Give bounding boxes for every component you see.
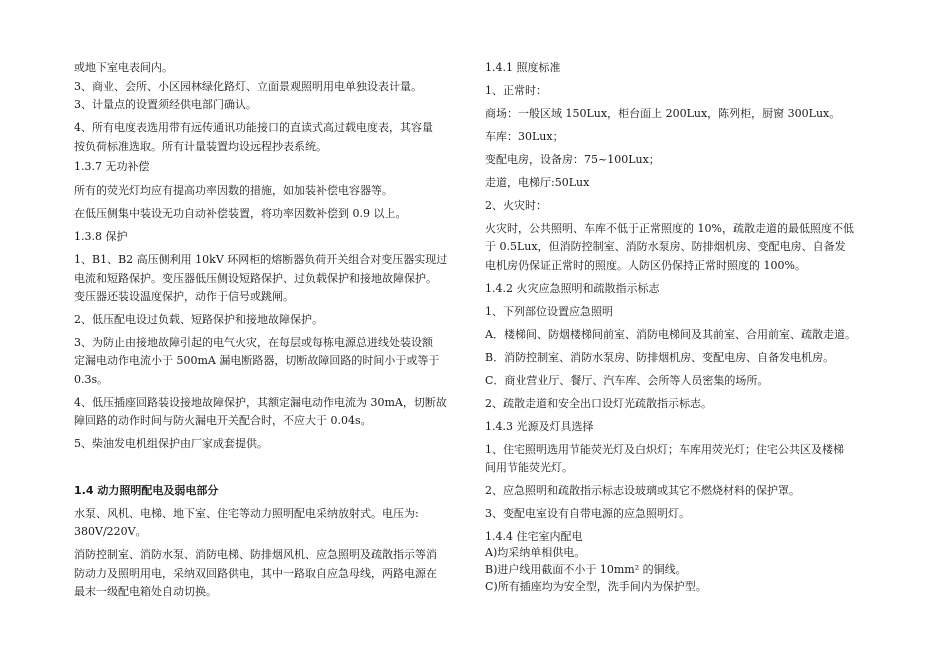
text-line: 变压器还装设温度保护，动作于信号或跳闸。 [74,290,294,303]
text-line: 间用节能荧光灯。 [485,461,573,474]
text-line: 定漏电动作电流小于 500mA 漏电断路器，切断故障回路的时间小于或等于 [74,354,440,367]
text-line: 3、变配电室设有自带电源的应急照明灯。 [485,507,690,520]
text-line: 所有的荧光灯均应有提高功率因数的措施，如加装补偿电容器等。 [74,184,393,197]
text-line: 商场：一般区域 150Lux，柜台面上 200Lux，陈列柜，厨窗 300Lux。 [485,107,841,120]
text-line: C)所有插座均为安全型，洗手间内为保护型。 [485,580,707,593]
section-heading: 1.4.1 照度标准 [485,61,561,74]
section-heading: 1.4 动力照明配电及弱电部分 [74,484,219,497]
text-line: 2、应急照明和疏散指示标志设玻璃或其它不燃烧材料的保护罩。 [485,484,800,497]
text-line: 1、下列部位设置应急照明 [485,305,613,318]
text-line: B)进户线用截面不小于 10mm² 的铜线。 [485,563,687,576]
text-line: 电机房仍保证正常时的照度。人防区仍保持正常时照度的 100%。 [485,259,806,272]
text-line: 变配电房，设备房：75~100Lux； [485,153,660,166]
text-line: 1、B1、B2 高压侧利用 10kV 环网柜的熔断器负荷开关组合对变压器实现过 [74,253,448,266]
text-line: 障回路的动作时间与防火漏电开关配合时，不应大于 0.04s。 [74,414,372,427]
text-line: A)均采纳单相供电。 [485,546,586,559]
text-line: 防动力及照明用电，采纳双回路供电，其中一路取自应急母线，两路电源在 [74,567,437,580]
text-line: B．消防控制室、消防水泵房、防排烟机房、变配电房、自备发电机房。 [485,351,835,364]
text-line: 2、火灾时： [485,199,547,212]
text-line: 车库：30Lux； [485,130,564,143]
text-line: 3、商业、会所、小区园林绿化路灯、立面景观照明用电单独设表计量。 [74,80,422,93]
text-line: 或地下室电表间内。 [74,61,173,74]
text-line: 1、住宅照明选用节能荧光灯及白炽灯；车库用荧光灯；住宅公共区及楼梯 [485,443,844,456]
text-line: 3、计量点的设置须经供电部门确认。 [74,98,257,111]
text-line: 2、低压配电设过负载、短路保护和接地故障保护。 [74,313,323,326]
text-line: 最末一级配电箱处自动切换。 [74,585,217,598]
section-heading: 1.4.4 住宅室内配电 [485,530,583,543]
text-line: C．商业营业厅、餐厅、汽车库、会所等人员密集的场所。 [485,374,769,387]
section-heading: 1.4.3 光源及灯具选择 [485,420,594,433]
text-line: 按负荷标准选取。所有计量装置均设远程抄表系统。 [74,140,327,153]
text-line: 走道，电梯厅:50Lux [485,176,590,189]
text-line: 1、正常时： [485,84,547,97]
text-line: 火灾时，公共照明、车库不低于正常照度的 10%，疏散走道的最低照度不低 [485,222,854,235]
text-line: 电流和短路保护。变压器低压侧设短路保护、过负载保护和接地故障保护。 [74,272,437,285]
text-line: 水泵、风机、电梯、地下室、住宅等动力照明配电采纳放射式。电压为: [74,507,419,520]
text-line: 3、为防止由接地故障引起的电气火灾，在每层或每栋电源总进线处装设额 [74,336,433,349]
text-line: 380V/220V。 [74,525,147,538]
text-line: 于 0.5Lux，但消防控制室、消防水泵房、防排烟机房、变配电房、自备发 [485,240,846,253]
section-heading: 1.3.7 无功补偿 [74,160,150,173]
section-heading: 1.3.8 保护 [74,230,128,243]
text-line: 消防控制室、消防水泵、消防电梯、防排烟风机、应急照明及疏散指示等消 [74,548,437,561]
section-heading: 1.4.2 火灾应急照明和疏散指示标志 [485,282,660,295]
text-line: 5、柴油发电机组保护由厂家成套提供。 [74,437,268,450]
text-line: 0.3s。 [74,373,109,386]
text-line: A．楼梯间、防烟楼梯间前室、消防电梯间及其前室、合用前室、疏散走道。 [485,328,856,341]
text-line: 2、疏散走道和安全出口设灯光疏散指示标志。 [485,397,712,410]
text-line: 在低压侧集中装设无功自动补偿装置，将功率因数补偿到 0.9 以上。 [74,207,407,220]
text-line: 4、低压插座回路装设接地故障保护，其额定漏电动作电流为 30mA，切断故 [74,396,447,409]
text-line: 4、所有电度表选用带有远传通讯功能接口的直读式高过载电度表，其容量 [74,121,433,134]
